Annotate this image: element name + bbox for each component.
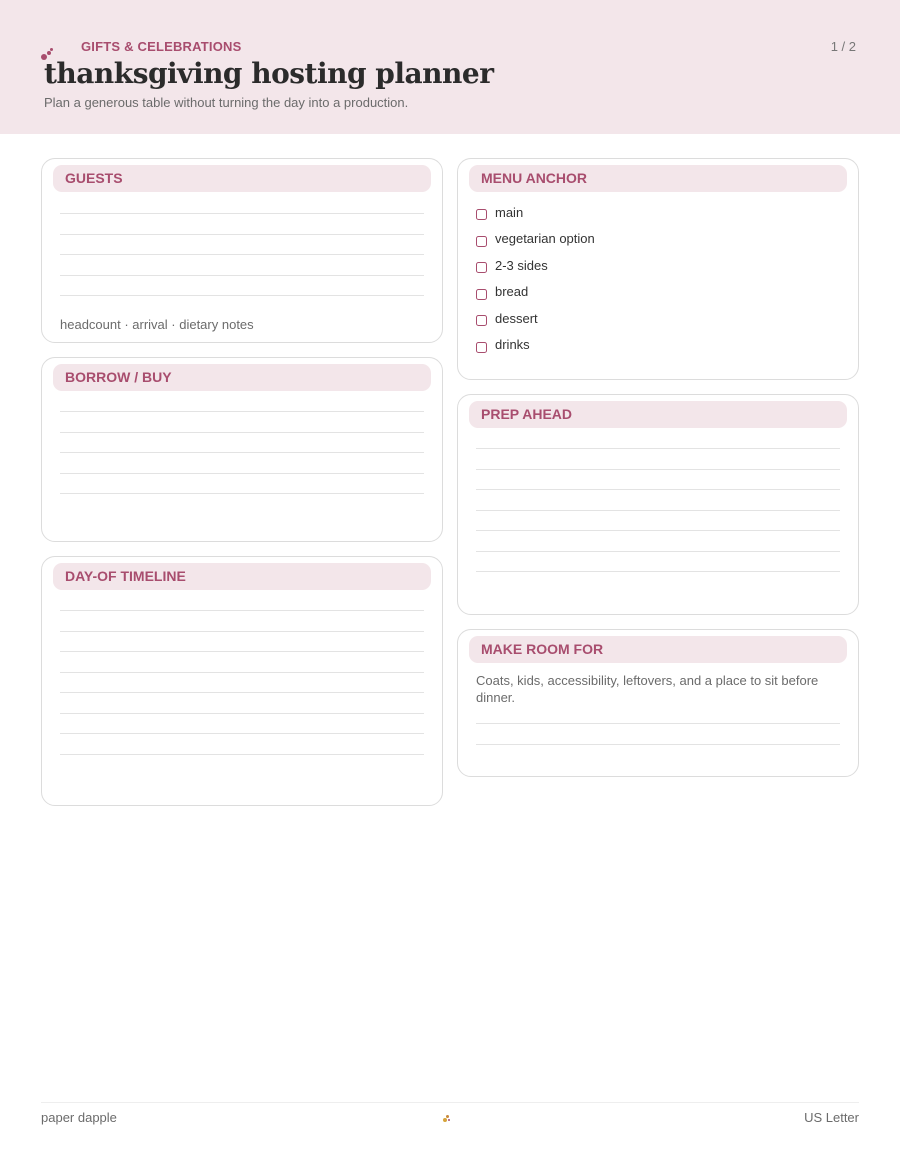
prep-ahead-card <box>457 394 859 615</box>
checklist-item[interactable] <box>476 279 595 306</box>
menu-anchor-heading: MENU ANCHOR <box>469 165 847 192</box>
writing-line[interactable] <box>60 651 424 652</box>
make-room-for-heading: MAKE ROOM FOR <box>469 636 847 663</box>
writing-line[interactable] <box>60 275 424 276</box>
writing-line[interactable] <box>60 452 424 453</box>
writing-line[interactable] <box>476 551 840 552</box>
make-room-for-text: Coats, kids, accessibility, leftovers, and a place to sit before dinner. <box>476 673 819 705</box>
writing-line[interactable] <box>60 473 424 474</box>
checklist-item-label: dessert <box>495 310 538 326</box>
borrow-buy-heading: BORROW / BUY <box>53 364 431 391</box>
writing-line[interactable] <box>60 493 424 494</box>
checklist-item[interactable] <box>476 305 595 332</box>
writing-line[interactable] <box>476 469 840 470</box>
writing-line[interactable] <box>60 411 424 412</box>
checkbox[interactable] <box>476 262 487 273</box>
writing-line[interactable] <box>476 489 840 490</box>
page-header <box>0 0 900 134</box>
writing-line[interactable] <box>60 234 424 235</box>
checkbox[interactable] <box>476 236 487 247</box>
guests-heading: GUESTS <box>53 165 431 192</box>
checklist-item-label: drinks <box>495 337 530 353</box>
menu-anchor-card <box>457 158 859 380</box>
footer-dots-icon <box>442 1114 452 1124</box>
writing-line[interactable] <box>476 510 840 511</box>
footer-divider <box>41 1102 859 1103</box>
writing-line[interactable] <box>476 571 840 572</box>
checklist-item[interactable] <box>476 226 595 253</box>
checklist-item[interactable] <box>476 332 595 359</box>
footer-brand: paper dapple <box>41 1110 117 1125</box>
page-title: thanksgiving hosting planner <box>44 57 494 90</box>
checkbox[interactable] <box>476 209 487 220</box>
writing-line[interactable] <box>60 713 424 714</box>
footer-paper-size: US Letter <box>804 1110 859 1125</box>
writing-line[interactable] <box>60 295 424 296</box>
writing-line[interactable] <box>60 610 424 611</box>
writing-line[interactable] <box>476 723 840 724</box>
writing-line[interactable] <box>60 432 424 433</box>
writing-line[interactable] <box>476 744 840 745</box>
day-of-timeline-card <box>41 556 443 806</box>
day-of-timeline-heading: DAY-OF TIMELINE <box>53 563 431 590</box>
checkbox[interactable] <box>476 315 487 326</box>
writing-line[interactable] <box>476 448 840 449</box>
borrow-buy-card <box>41 357 443 542</box>
writing-line[interactable] <box>60 631 424 632</box>
guests-note: headcount · arrival · dietary notes <box>60 317 254 332</box>
checklist-item[interactable] <box>476 199 595 226</box>
menu-checklist <box>476 199 595 358</box>
checkbox[interactable] <box>476 342 487 353</box>
writing-line[interactable] <box>60 254 424 255</box>
make-room-for-card <box>457 629 859 777</box>
prep-ahead-heading: PREP AHEAD <box>469 401 847 428</box>
writing-line[interactable] <box>60 672 424 673</box>
page-indicator: 1 / 2 <box>830 39 856 54</box>
checkbox[interactable] <box>476 289 487 300</box>
checklist-item-label: bread <box>495 284 529 300</box>
checklist-item-label: 2-3 sides <box>495 257 548 273</box>
checklist-item-label: vegetarian option <box>495 231 595 247</box>
writing-line[interactable] <box>60 733 424 734</box>
category-label: GIFTS & CELEBRATIONS <box>81 39 242 54</box>
checklist-item-label: main <box>495 204 524 220</box>
writing-line[interactable] <box>60 213 424 214</box>
writing-line[interactable] <box>476 530 840 531</box>
writing-line[interactable] <box>60 754 424 755</box>
page-subtitle: Plan a generous table without turning the day into a production. <box>44 95 409 110</box>
guests-card <box>41 158 443 343</box>
checklist-item[interactable] <box>476 252 595 279</box>
writing-line[interactable] <box>60 692 424 693</box>
